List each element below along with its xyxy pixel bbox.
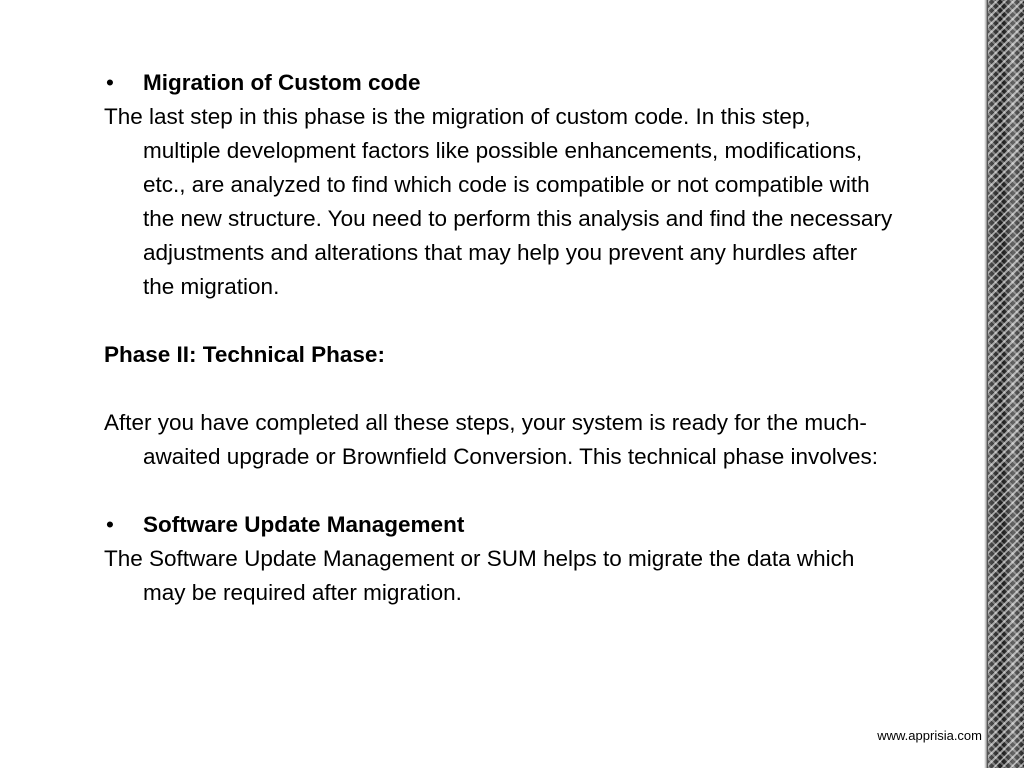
bullet-title: Migration of Custom code xyxy=(143,70,421,95)
phase-paragraph: After you have completed all these steps, your system is ready for the much-awaited upgrade or Brownfield Conversion. This technical phase involves: xyxy=(104,410,878,469)
spacer xyxy=(104,304,894,338)
spacer xyxy=(104,372,894,406)
bullet-heading-migration xyxy=(104,66,894,100)
migration-paragraph: The last step in this phase is the migration of custom code. In this step, multiple development factors like possible enhancements, modifications, etc., are analyzed to find which code is compatible or not compatible with the new structure. You need to perform this analysis and find the necessary adjustments and alterations that may help you prevent any hurdles after the migration. xyxy=(104,104,893,299)
bullet-heading-software xyxy=(104,508,894,542)
footer-url: www.apprisia.com xyxy=(877,728,982,743)
phase-heading: Phase II: Technical Phase: xyxy=(104,342,385,367)
bullet-title: Software Update Management xyxy=(143,512,465,537)
bullet-marker: • xyxy=(106,512,114,537)
decorative-border-strip xyxy=(988,0,1024,768)
bullet-marker: • xyxy=(106,70,114,95)
software-paragraph: The Software Update Management or SUM helps to migrate the data which may be required after migration. xyxy=(104,546,855,605)
spacer xyxy=(104,474,894,508)
slide-content xyxy=(104,66,894,610)
